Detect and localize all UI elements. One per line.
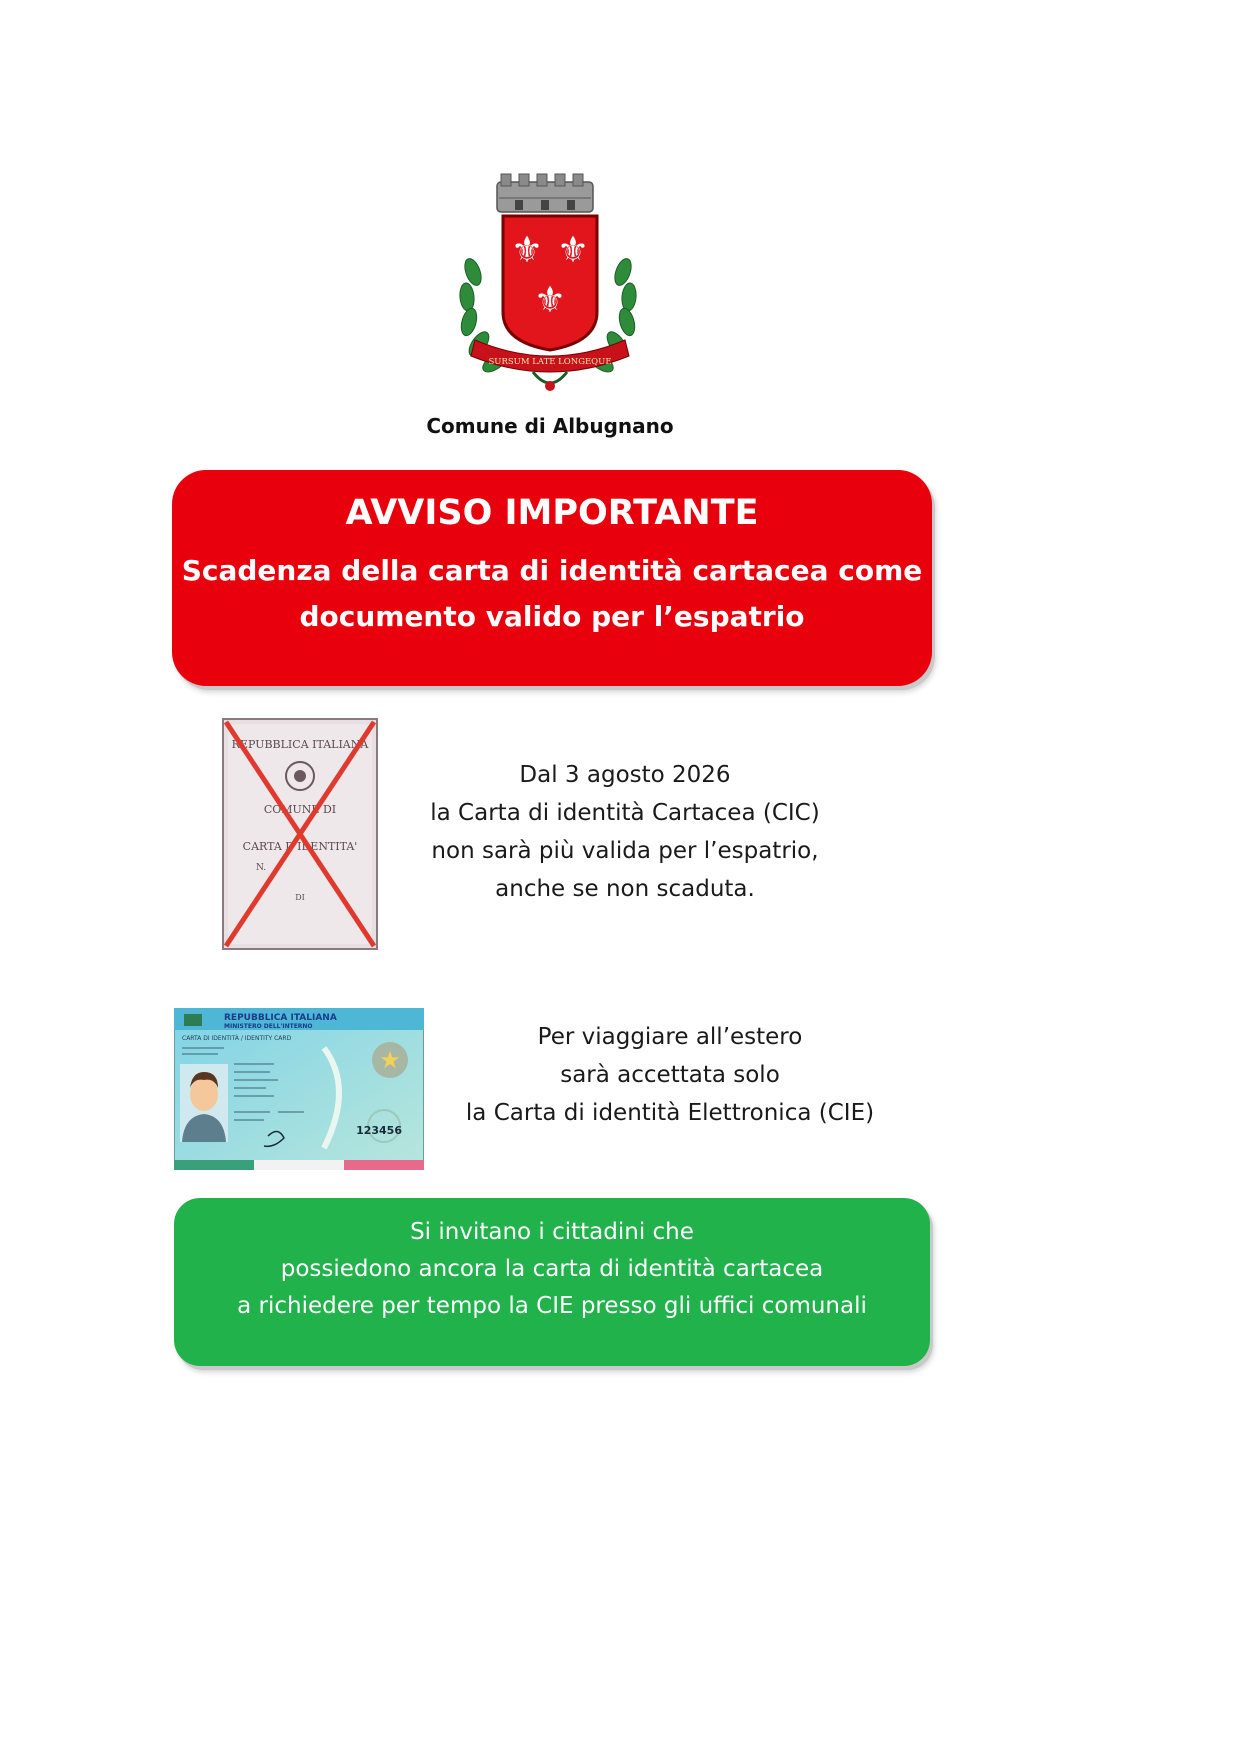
- notice-subtitle: [172, 548, 932, 640]
- svg-text:⚜: ⚜: [556, 230, 590, 271]
- comune-name: Comune di Albugnano: [426, 414, 674, 438]
- star-icon: ★: [379, 1046, 401, 1074]
- new-card-label: 123456: [356, 1124, 402, 1137]
- old-card-label: CARTA D'IDENTITA': [242, 840, 358, 853]
- person-photo-icon: [180, 1064, 228, 1142]
- notice-subtitle-line: documento valido per l’espatrio: [299, 600, 805, 633]
- invite-text-line: a richiedere per tempo la CIE presso gli uffici comunali: [237, 1293, 867, 1319]
- old-card-label: REPUBBLICA ITALIANA: [231, 738, 369, 751]
- invite-text-line: possiedono ancora la carta di identità cartacea: [280, 1256, 824, 1282]
- old-card-description: [400, 756, 850, 908]
- svg-text:⚜: ⚜: [533, 280, 567, 321]
- notice-title: AVVISO IMPORTANTE: [345, 493, 759, 533]
- notice-subtitle-line: Scadenza della carta di identità cartacea come: [181, 554, 923, 587]
- electronic-id-card-icon: [174, 1008, 424, 1170]
- invite-text-line: Si invitano i cittadini che: [410, 1219, 694, 1245]
- paper-id-card-crossed-icon: [222, 718, 378, 950]
- new-card-label: MINISTERO DELL'INTERNO: [224, 1023, 313, 1030]
- new-card-label: CARTA DI IDENTITÀ / IDENTITY CARD: [182, 1035, 292, 1042]
- old-card-text-line: non sarà più valida per l’espatrio,: [431, 838, 819, 864]
- new-card-description: [440, 1018, 900, 1132]
- old-card-label: N.: [256, 863, 267, 873]
- new-card-text-line: Per viaggiare all’estero: [537, 1024, 803, 1050]
- crest-motto: SURSUM LATE LONGEQUE: [488, 357, 612, 367]
- comune-crest-icon: [455, 172, 645, 404]
- important-notice-banner: [172, 470, 932, 686]
- old-card-text-line: anche se non scaduta.: [495, 876, 755, 902]
- old-card-label: COMUNE DI: [263, 803, 337, 816]
- new-card-label: REPUBBLICA ITALIANA: [224, 1013, 337, 1023]
- new-card-text-line: la Carta di identità Elettronica (CIE): [465, 1100, 875, 1126]
- old-card-text-line: Dal 3 agosto 2026: [519, 762, 731, 788]
- crown-icon: [497, 174, 593, 212]
- old-card-label: DI: [295, 893, 305, 902]
- new-card-text-line: sarà accettata solo: [560, 1062, 780, 1088]
- svg-text:⚜: ⚜: [510, 230, 544, 271]
- invite-banner: [174, 1198, 930, 1366]
- old-card-text-line: la Carta di identità Cartacea (CIC): [430, 800, 820, 826]
